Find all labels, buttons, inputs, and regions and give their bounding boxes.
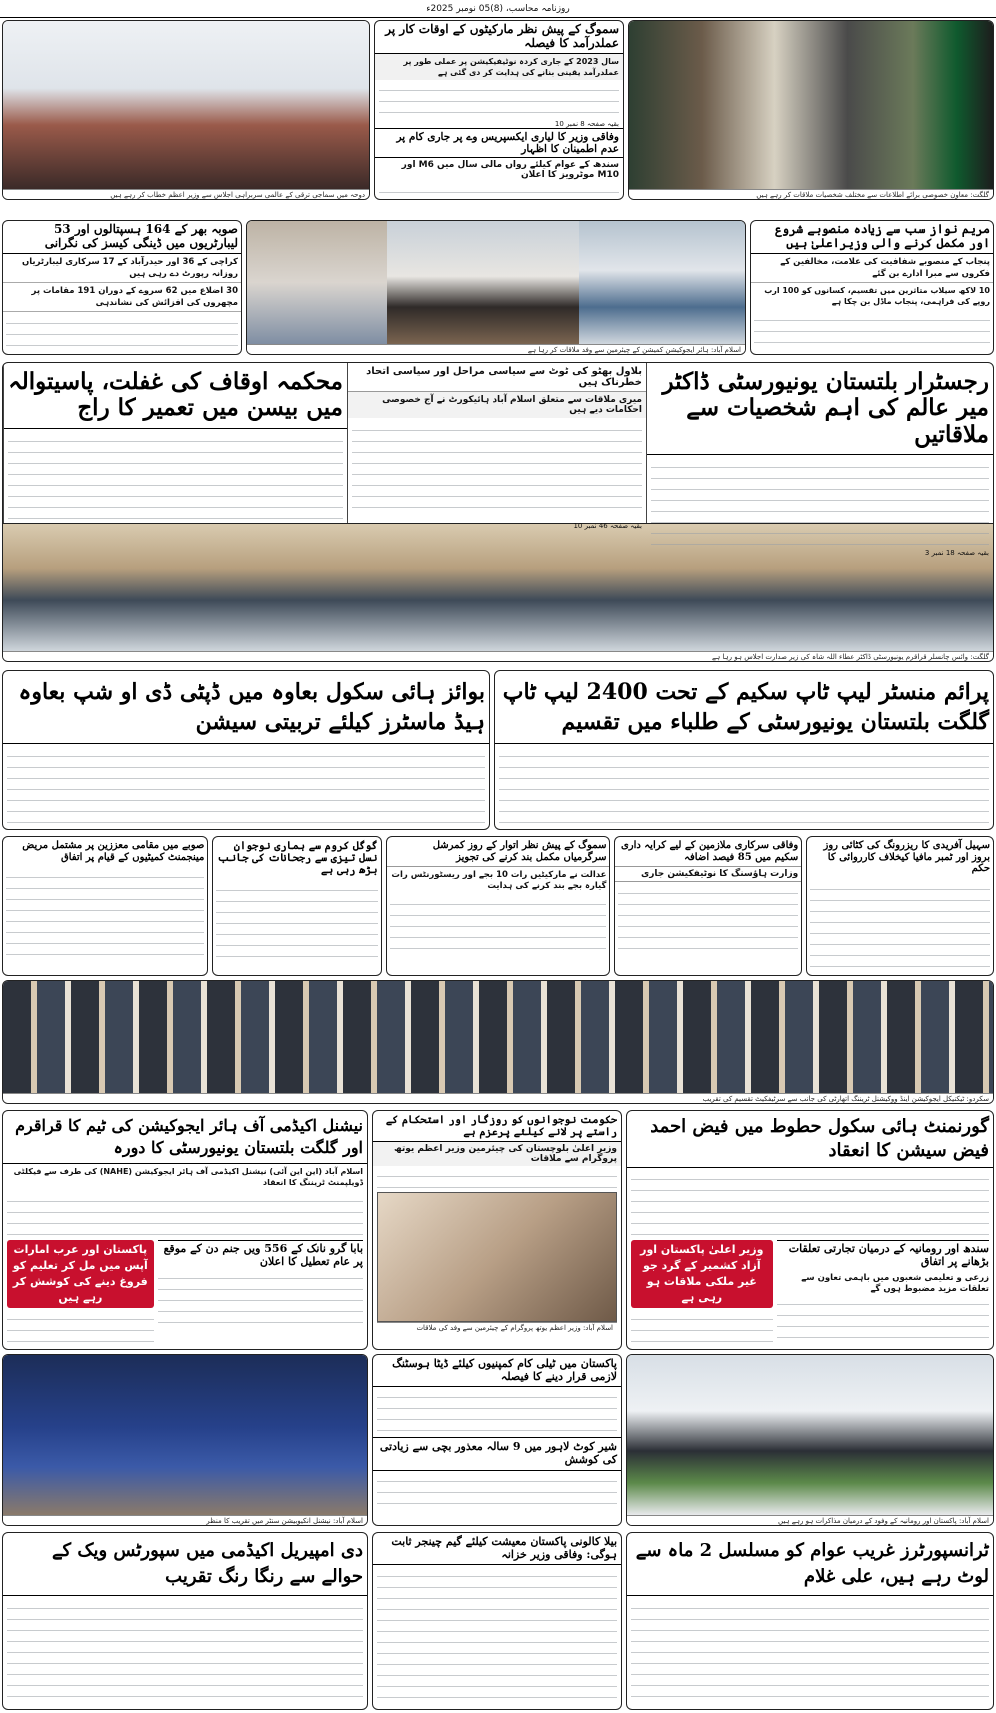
body-committees [6,869,204,955]
body-sherkot [377,1473,617,1513]
subhead-nahe: اسلام آباد (این این آئی) نیشنل اکیڈمی آف ہائر ایجوکیشن (NAHE) کی طرف سے فیکلٹی ڈویلپمنٹ ٹریننگ کا انعقاد [13,1167,363,1187]
headline-youth: حکومت نوجوانوں کو روزگار اور استحکام کے راستے پر لانے کیلئے پرعزم ہے [373,1111,621,1142]
headline-smog-sunday: سموگ کے پیش نظر اتوار کے روز کمرشل سرگرمیاں مکمل بند کرنے کی تجویز [432,840,607,863]
caption-group: سکردو: ٹیکنیکل ایجوکیشن اینڈ ووکیشنل ٹریننگ اتھارٹی کی جانب سے سرٹیفکیٹ تقسیم کی تقریب [3,1093,993,1104]
ref-p8: بقیہ صفحہ 8 نمبر 10 [554,119,619,128]
ref-p18: بقیہ صفحہ 18 نمبر 3 [924,549,989,558]
photo-conference-hall [3,1355,367,1515]
subhead-court: میری ملاقات سے متعلق اسلام آباد ہائیکورٹ نے آج خصوصی احکامات دیے ہیں [348,392,646,418]
story-afridi [806,836,994,976]
headline-lyari-expressway: وفاقی وزیر کا لیاری ایکسپریس وے پر جاری کام پر عدم اطمینان کا اظہار [375,128,623,158]
subhead-balochistan: وزیر اعلیٰ بلوچستان کی چیئرمین وزیر اعظم یوتھ پروگرام سے ملاقات [373,1142,621,1166]
caption-top-right: گلگت: معاون خصوصی برائے اطلاعات سے مختلف شخصیات ملاقات کر رہے ہیں [629,189,993,200]
photo-group-band [2,980,994,1104]
story-nahe [2,1110,368,1350]
headline-awqaf: محکمہ اوقاف کی غفلت، پاسیتوالہ میں بیسن میں تعمیر کا راج [4,363,347,429]
subhead-transparency: پنجاب کے منصوبے شفافیت کی علامت، مخالفین کے فکروں سے مبرا ادارے بن گئے [780,256,990,279]
photo-top-right [628,20,994,200]
subhead-romania: زرعی و تعلیمی شعبوں میں باہمی تعاون سے تعلقات مزید مضبوط ہوں گے [801,1273,989,1295]
headline-dengue: صوبہ بھر کے 164 ہسپتالوں اور 53 لیبارٹریوں میں ڈینگی کیسز کی نگرانی [3,221,241,254]
body-romania [777,1296,989,1346]
body-bela [377,1568,617,1698]
headline-committees: صوبے میں مقامی معززین پر مشتمل مریض مینجمنٹ کمیٹیوں کے قیام پر اتفاق [22,840,205,863]
redbox-kashmir: وزیر اعلیٰ پاکستان اور آزاد کشمیر کے گرد جو غیر ملکی ملاقات ہو رہی ہے [631,1240,773,1308]
body-imperial [7,1600,363,1700]
headline-rent-scheme: وفاقی سرکاری ملازمین کے لیے کرایہ داری سکیم میں 85 فیصد اضافہ [620,840,799,863]
story-rent-scheme [614,836,802,976]
headline-boys-school: بوائز ہائی سکول بعاوہ میں ڈپٹی ڈی او شپ بعاوہ ہیڈ ماسٹرز کیلئے تربیتی سیشن [3,671,489,744]
body-smog [390,896,607,958]
subhead-court-markets: عدالت نے مارکیٹیں رات 10 بجے اور ریسٹورنٹس رات گیارہ بجے بند کرنے کی ہدایت [387,866,610,893]
photo-delegation-talks [627,1355,993,1515]
story-transporters [626,1532,994,1710]
photo-bottom-right [626,1354,994,1526]
headline-guru-nanak: بابا گرو نانک کے 556 ویں جنم دن کے موقع پر عام تعطیل کا اعلان [158,1240,363,1270]
photo-top-left [2,20,370,200]
story-market-timings [374,20,624,200]
body-transporters [631,1600,989,1700]
section-row3 [2,362,994,662]
caption-youth: اسلام آباد: وزیر اعظم یوتھ پروگرام کے چیئرمین سے وفد کی ملاقات [377,1322,617,1333]
story-committees [2,836,208,976]
story-bilawal [347,363,647,530]
subhead-karachi-labs: کراچی کے 36 اور حیدرآباد کے 17 سرکاری لیبارٹریاں روزانہ رپورٹ دے رہی ہیں [21,256,238,279]
story-smog-sunday [386,836,611,976]
photo-youth-meeting [377,1192,617,1322]
photo-mid-band [246,220,746,355]
headline-maryam: مریم نواز سب سے زیادہ منصوبے شروع اور مکمل کرنے والی وزیراعلیٰ ہیں [751,221,993,254]
story-laptop-scheme [494,670,994,830]
stack-center-stories [372,1354,622,1526]
headline-romania-trade: سندھ اور رومانیہ کے درمیان تجارتی تعلقات بڑھانے پر اتفاق [777,1240,989,1270]
redbox-uae-education: پاکستان اور عرب امارات آپس میں مل کر تعلیم کو فروغ دینے کی کوشش کر رہے ہیں [7,1240,154,1308]
story-imperial-academy [2,1532,368,1710]
body-data-hosting [377,1389,617,1435]
body-awqaf [8,433,343,529]
story-bela-colony [372,1532,622,1710]
masthead: روزنامہ محاسب، (8)05 نومبر 2025ء [0,0,996,18]
body-market-timings [379,82,619,118]
caption-bottom-right: اسلام آباد: پاکستان اور رومانیہ کے وفود کے درمیان مذاکرات ہو رہے ہیں [627,1515,993,1526]
body-afridi [810,881,990,971]
body-lyari [379,184,619,200]
body-google [216,882,377,962]
subhead-mosquito-breeding: 30 اضلاع میں 62 سروے کے دوران 191 مقامات پر مچھروں کی افزائش کی نشاندہی [3,282,241,312]
caption-meeting: گلگت: وائس چانسلر قراقرم یونیورسٹی ڈاکٹر عطاء اللہ شاہ کی زیر صدارت اجلاس ہو رہا ہے [3,651,993,662]
subhead-notification: سال 2023 کے جاری کردہ نوٹیفیکیشن پر عملی طور پر عملدرآمد یقینی بنانے کی ہدایت کر دی گئی ہے [375,54,623,80]
photo-bottom-left [2,1354,368,1526]
story-google-chrome [212,836,381,976]
story-dengue [2,220,242,355]
subhead-motorways: سندھ کے عوام کیلئے رواں مالی سال میں M6 اور M10 موٹرویز کا اعلان [401,159,619,180]
body-bilawal [352,422,642,518]
headline-nahe: نیشنل اکیڈمی آف ہائر ایجوکیشن کی ٹیم کا قراقرم اور گلگت بلتستان یونیورسٹی کا دورہ [3,1111,367,1164]
body-kashmir [631,1311,773,1350]
body-guru-nanak [158,1270,363,1330]
photo-group [3,981,993,1093]
body-uae [7,1311,154,1350]
caption-top-left: دوحہ میں سماجی ترقی کے عالمی سربراہی اجلاس سے وزیر اعظم خطاب کر رہے ہیں [3,189,369,200]
caption-mid-band: اسلام آباد: ہائر ایجوکیشن کمیشن کے چیئرمین سے وفد ملاقات کر رہا ہے [247,344,745,355]
body-registrar [651,459,989,545]
subhead-housing: وزارت ہاؤسنگ کا نوٹیفکیشن جاری [615,866,801,882]
headline-faiz-session: گورنمنٹ ہائی سکول حطوط میں فیض احمد فیض سیشن کا انعقاد [627,1111,993,1168]
body-youth [377,1168,617,1190]
story-registrar [647,363,993,558]
story-maryam [750,220,994,355]
headline-bela-colony: بیلا کالونی پاکستان معیشت کیلئے گیم چینجر ثابت ہوگی: وفاقی وزیر خزانہ [373,1533,621,1565]
photo-mid-a [247,221,387,344]
ref-p46: بقیہ صفحہ 46 نمبر 10 [573,522,642,530]
story-youth [372,1110,622,1350]
headline-bilawal: بلاول بھٹو کی ٹوٹ سے سیاسی مراحل اور سیاسی اتحاد خطرناک ہیں [348,363,646,392]
body-faiz [631,1171,989,1237]
body-boys-school [7,748,485,828]
story-awqaf [3,363,347,523]
caption-bottom-left: اسلام آباد: نیشنل انکیوبیشن سنٹر میں تقریب کا منظر [3,1515,367,1526]
headline-laptop-scheme: پرائم منسٹر لیپ ٹاپ سکیم کے تحت 2400 لیپ ٹاپ گلگت بلتستان یونیورسٹی کے طلباء میں تقسیم [495,671,993,744]
story-boys-school [2,670,490,830]
headline-sherkot: شیر کوٹ لاہور میں 9 سالہ معذور بچی سے زیادتی کی کوشش [373,1437,621,1470]
body-laptop [499,748,989,828]
subhead-flood: 10 لاکھ سیلاب متاثرین میں تقسیم، کسانوں کو 100 ارب روپے کی فراہمی، پنجاب ماڈل بن چکا ہے [751,282,993,309]
body-dengue [6,315,238,355]
body-rent [618,885,798,955]
headline-market-timings: سموگ کے پیش نظر مارکیٹوں کے اوقات کار پر عملدرآمد کا فیصلہ [375,21,623,54]
body-maryam [754,312,990,352]
headline-imperial-academy: دی امپیریل اکیڈمی میں سپورٹس ویک کے حوالے سے رنگا رنگ تقریب [3,1533,367,1596]
headline-google-chrome: گوگل کروم سے ہماری نوجوان نسل تیزی سے رجحانات کی جانب بڑھ رہی ہے [217,840,378,877]
headline-afridi: سہیل آفریدی کا ریزرونگ کی کٹائی روز بروز اور ٹمبر مافیا کیخلاف کارروائی کا حکم [823,840,990,874]
photo-mid-c [579,221,745,344]
headline-registrar: رجسٹرار بلتستان یونیورسٹی ڈاکٹر میر عالم کی اہم شخصیات سے ملاقاتیں [647,363,993,455]
headline-data-hosting: پاکستان میں ٹیلی کام کمپنیوں کیلئے ڈیٹا ہوسٹنگ لازمی قرار دینے کا فیصلہ [373,1355,621,1387]
photo-mid-b [387,221,579,344]
body-nahe [7,1193,363,1237]
story-faiz-session [626,1110,994,1350]
headline-transporters: ٹرانسپورٹرز غریب عوام کو مسلسل 2 ماہ سے لوٹ رہے ہیں، علی غلام [627,1533,993,1596]
row5-columns [2,836,994,976]
